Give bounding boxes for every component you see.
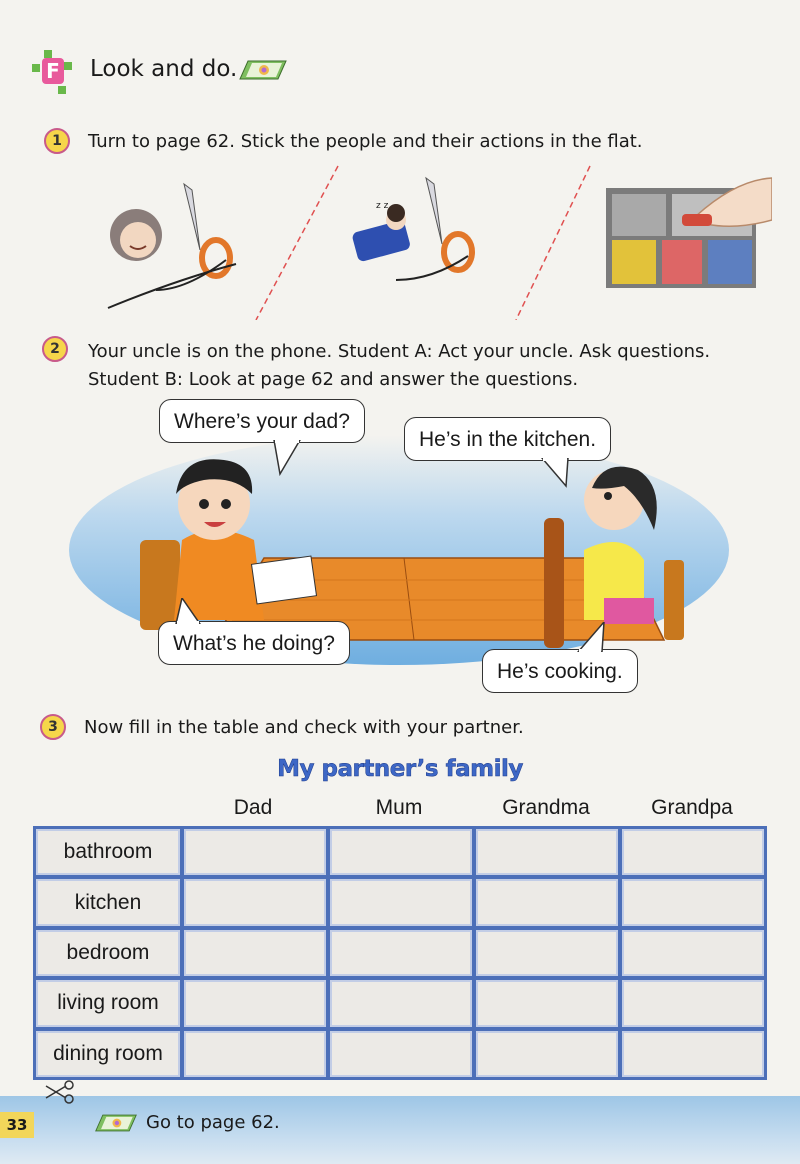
table-cell[interactable] [476, 829, 618, 875]
table-title: My partner’s family [277, 756, 523, 782]
row-label-dining-room: dining room [36, 1031, 180, 1077]
table-cell[interactable] [622, 930, 764, 976]
speech-bubble-where-dad: Where’s your dad? [159, 399, 365, 443]
table-cell[interactable] [184, 930, 326, 976]
table-cell[interactable] [476, 1031, 618, 1077]
task2-instruction-line2: Student B: Look at page 62 and answer the questions. [88, 369, 579, 390]
bubble-tail [540, 458, 580, 488]
task-number-2: 2 [42, 336, 68, 362]
row-label-bathroom: bathroom [36, 829, 180, 875]
row-label-bedroom: bedroom [36, 930, 180, 976]
scissors-icon [44, 1080, 76, 1106]
speech-bubble-in-kitchen: He’s in the kitchen. [404, 417, 611, 461]
grandma-sticker [110, 209, 162, 261]
table-cell[interactable] [184, 1031, 326, 1077]
table-cell[interactable] [622, 1031, 764, 1077]
table-cell[interactable] [476, 879, 618, 925]
table-cell[interactable] [330, 930, 472, 976]
speech-bubble-cooking: He’s cooking. [482, 649, 638, 693]
bubble-tail [574, 622, 614, 652]
table-cell[interactable] [622, 980, 764, 1026]
scissors-icon [396, 178, 472, 280]
table-cell[interactable] [184, 980, 326, 1026]
table-cell[interactable] [184, 879, 326, 925]
svg-text:z z: z z [376, 201, 389, 211]
section-f-badge [30, 48, 74, 96]
footer-instruction: Go to page 62. [146, 1112, 280, 1133]
table-cell[interactable] [622, 879, 764, 925]
family-table [33, 826, 767, 1080]
bubble-tail [270, 440, 310, 476]
table-cell[interactable] [330, 879, 472, 925]
table-cell[interactable] [330, 829, 472, 875]
page-number: 33 [0, 1112, 34, 1138]
task3-instruction: Now fill in the table and check with your partner. [84, 717, 524, 738]
section-title: Look and do. [90, 56, 238, 82]
task1-instruction: Turn to page 62. Stick the people and their actions in the flat. [88, 131, 643, 152]
sticker-cutting-illustration [96, 160, 772, 320]
column-header-dad: Dad [233, 796, 273, 819]
section-letter: F [46, 59, 60, 83]
sticker-icon [238, 57, 288, 83]
sticker-icon [94, 1110, 138, 1136]
row-label-kitchen: kitchen [36, 879, 180, 925]
table-cell[interactable] [330, 980, 472, 1026]
table-cell[interactable] [476, 930, 618, 976]
sleeping-person-sticker [351, 201, 411, 262]
task2-instruction-line1: Your uncle is on the phone. Student A: Act your uncle. Ask questions. [88, 341, 711, 362]
table-cell[interactable] [330, 1031, 472, 1077]
column-header-mum: Mum [375, 796, 423, 819]
bubble-tail [170, 598, 210, 624]
column-header-grandma: Grandma [502, 796, 590, 819]
task-number-1: 1 [44, 128, 70, 154]
table-cell[interactable] [622, 829, 764, 875]
task-number-3: 3 [40, 714, 66, 740]
row-label-living-room: living room [36, 980, 180, 1026]
column-header-grandpa: Grandpa [651, 796, 733, 819]
speech-bubble-what-doing: What’s he doing? [158, 621, 350, 665]
table-cell[interactable] [476, 980, 618, 1026]
table-cell[interactable] [184, 829, 326, 875]
